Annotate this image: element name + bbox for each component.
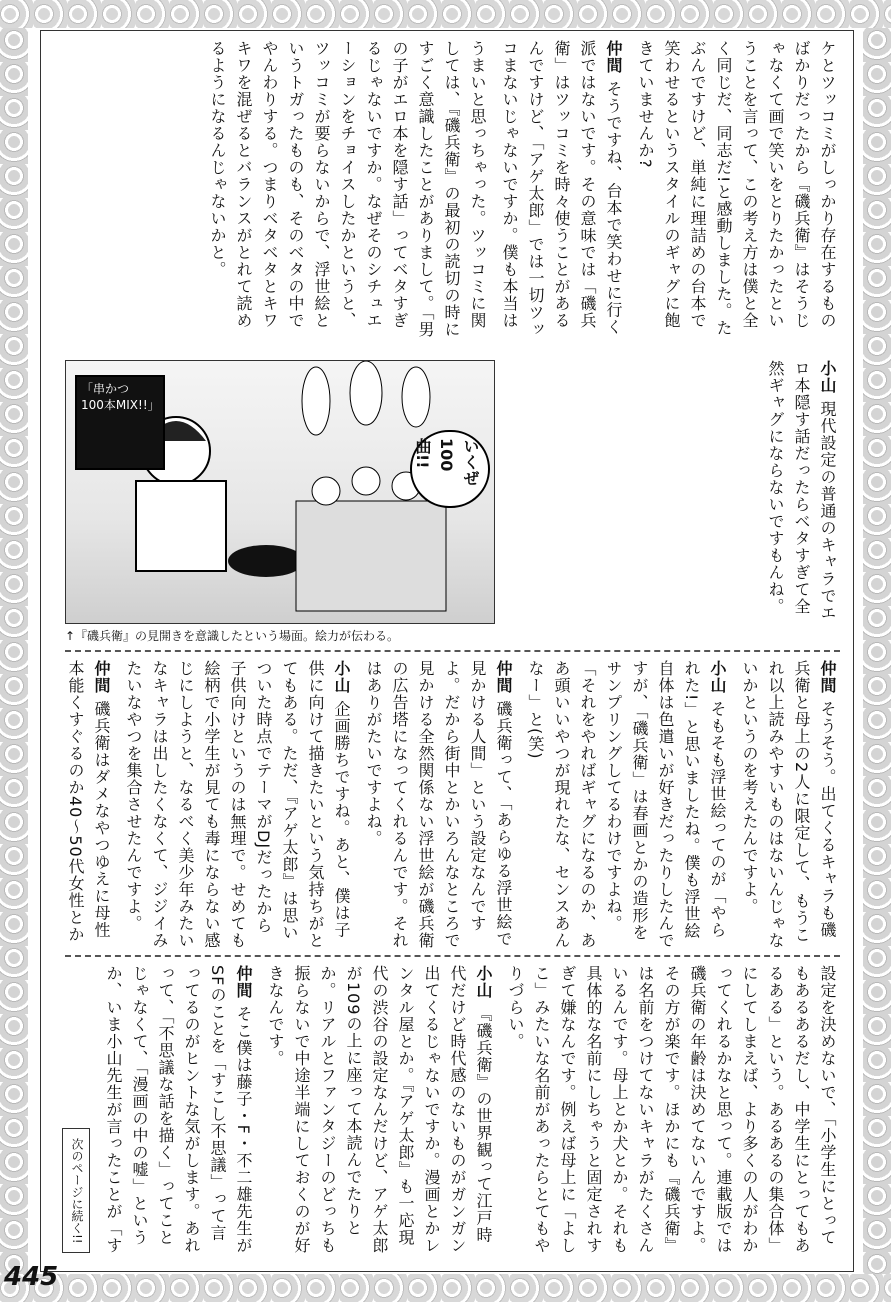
dialogue-paragraph [522, 660, 730, 950]
speaker-name: 小山 [818, 360, 837, 401]
dialogue-text: そもそも浮世絵ってのが「やられた!」と思いましたね。僕も浮世絵自体は色遣いが好きだったりしたんですが、「磯兵衛」は春画とかの造形をサンプリングしてるわけですよね。「それをやればギャグになるのか、ああ頭いいやつが現れたな、センスあんなー」と(笑) [526, 660, 727, 949]
dialogue-paragraph [500, 40, 626, 340]
dialogue-paragraph [65, 660, 114, 950]
decorative-border-left [0, 28, 28, 1274]
dialogue-text: そこ僕は藤子・F・不二雄先生がSFのことを「すこし不思議」って言ってるのがヒントな気がします。あれって、「不思議な話を描く」ってことじゃなくて、「漫画の中の嘘」というか、いま小山先生が言ったことが「す [104, 965, 253, 1254]
interview-upper-right [500, 40, 840, 340]
decorative-border-right [863, 28, 891, 1274]
speaker-name: 仲間 [818, 660, 837, 701]
dialogue-text: 磯兵衛って、「あらゆる浮世絵で見かける人間」という設定なんですよ。だから街中とかいろんなところで見かける全然関係ない浮世絵が磯兵衛の広告塔になってくれるんです。それはありがたいですよね。 [364, 660, 513, 949]
dialogue-paragraph [632, 40, 840, 340]
section-divider [65, 955, 840, 957]
interview-text [100, 965, 840, 1255]
speaker-name: 仲間 [604, 40, 623, 81]
dialogue-text: 磯兵衛はダメなやつゆえに母性本能くすぐるのか40〜50代女性とか [66, 660, 111, 943]
interview-bottom [100, 965, 840, 1255]
decorative-border-bottom [0, 1274, 891, 1302]
dialogue-text: うまいと思っちゃった。ツッコミに関しては、『磯兵衛』の最初の読切の時にすごく意識したことがありまして。「男の子がエロ本を隠す話」ってベタすぎるじゃないですか。なぜそのシチュエーションをチョイスしたかというと、ツッコミが要らないからで、浮世絵というトガったものも、そのベタの中でやんわりする。つまりベタベタとキワキワを混ぜるとバランスがとれて読めるようになるんじゃないかと。 [208, 40, 487, 338]
interview-mid-top [500, 360, 840, 630]
interview-text [65, 40, 490, 340]
speaker-name: 仲間 [234, 965, 253, 1006]
interview-upper-left [65, 40, 490, 340]
figure-caption: ↑『磯兵衛』の見開きを意識したという場面。絵力が伝わる。 [65, 629, 400, 643]
dialogue-text: 現代設定の普通のキャラでエロ本隠す話だったらベタすぎて全然ギャグにならないですもんね。 [766, 360, 837, 622]
speaker-name: 仲間 [92, 660, 111, 701]
speaker-name: 仲間 [494, 660, 513, 701]
dialogue-paragraph [762, 360, 840, 630]
interview-text [500, 40, 840, 340]
interview-text [65, 660, 840, 950]
dialogue-text: 『磯兵衛』の世界観って江戸時代だけど時代感のないものがガンガン出てくるじゃないですか。漫画とかレンタル屋とか。『アゲ太郎』も一応現代の渋谷の設定なんだけど、アゲ太郎が109の上に座って本読んでたりとか。リアルとファンタジーのどっちも振らないで中途半端にしておくのが好きなんです。 [266, 965, 493, 1254]
dialogue-text: そうですね、台本で笑わせに行く派ではないです。その意味では「磯兵衛」はツッコミを時々使うことがあるんですけど、「アゲ太郎」では一切ツッコまないじゃないですか。僕も本当は [500, 40, 623, 338]
speaker-name: 小山 [332, 660, 351, 701]
next-page-notice: 次のページに続く!! [62, 1128, 90, 1253]
dialogue-text: ケとツッコミがしっかり存在するものばかりだったから『磯兵衛』はそうじゃなくて画で笑いをとりたかったということを言って、この考え方は僕と全く同じだ、同志だ!と感動しました。たぶんですけど、単純に理詰めの台本で笑わせるというスタイルのギャグに飽きていませんか? [636, 40, 837, 337]
dialogue-text: そうそう。出てくるキャラも磯兵衛と母上の2人に限定して、もうこれ以上読みやすいものはないんじゃないかというのを考えたんですよ。 [740, 660, 837, 949]
interview-text [500, 360, 840, 630]
dialogue-text: 設定を決めないで、「小学生にとってもあるあるだし、中学生にとってもあるある」という。あるあるの集合体」にしてしまえば、より多くの人がわかってくれるかなと思って。連載版では磯兵衛の年齢は決めてないんですよ。その方が楽です。ほかにも『磯兵衛』は名前をつけてないキャラがたくさんいるんです。母上とか犬とか。それも具体的な名前にしちゃうと固定されすぎて嫌なんです。例えば母上に「よしこ」みたいな名前があったらとてもやりづらい。 [506, 965, 837, 1254]
dialogue-paragraph [360, 660, 516, 950]
dialogue-paragraph [502, 965, 840, 1255]
dialogue-paragraph [262, 965, 496, 1255]
dj-sign: 「串かつ 100本MIX!!」 [75, 375, 165, 470]
section-divider [65, 650, 840, 652]
dialogue-paragraph [100, 965, 256, 1255]
dialogue-paragraph [736, 660, 840, 950]
dialogue-text: 企画勝ちですね。あと、僕は子供に向けて描きたいという気持ちがとてもある。ただ、『アゲ太郎』は思いついた時点でテーマがDJだったから子供向けというのは無理で。せめても絵柄で小学生が見ても毒にならない感じにしようと、なるべく美少年みたいなキャラは出したくなくて、ジジイみたいなやつを集合させたんですよ。 [124, 660, 351, 949]
interview-middle [65, 660, 840, 950]
speech-bubble: いくぜ 100曲!! [410, 430, 490, 508]
speaker-name: 小山 [708, 660, 727, 701]
dialogue-paragraph [204, 40, 490, 340]
page-number: 445 [4, 1262, 59, 1292]
dialogue-paragraph [120, 660, 354, 950]
decorative-border-top [0, 0, 891, 28]
speaker-name: 小山 [474, 965, 493, 1006]
